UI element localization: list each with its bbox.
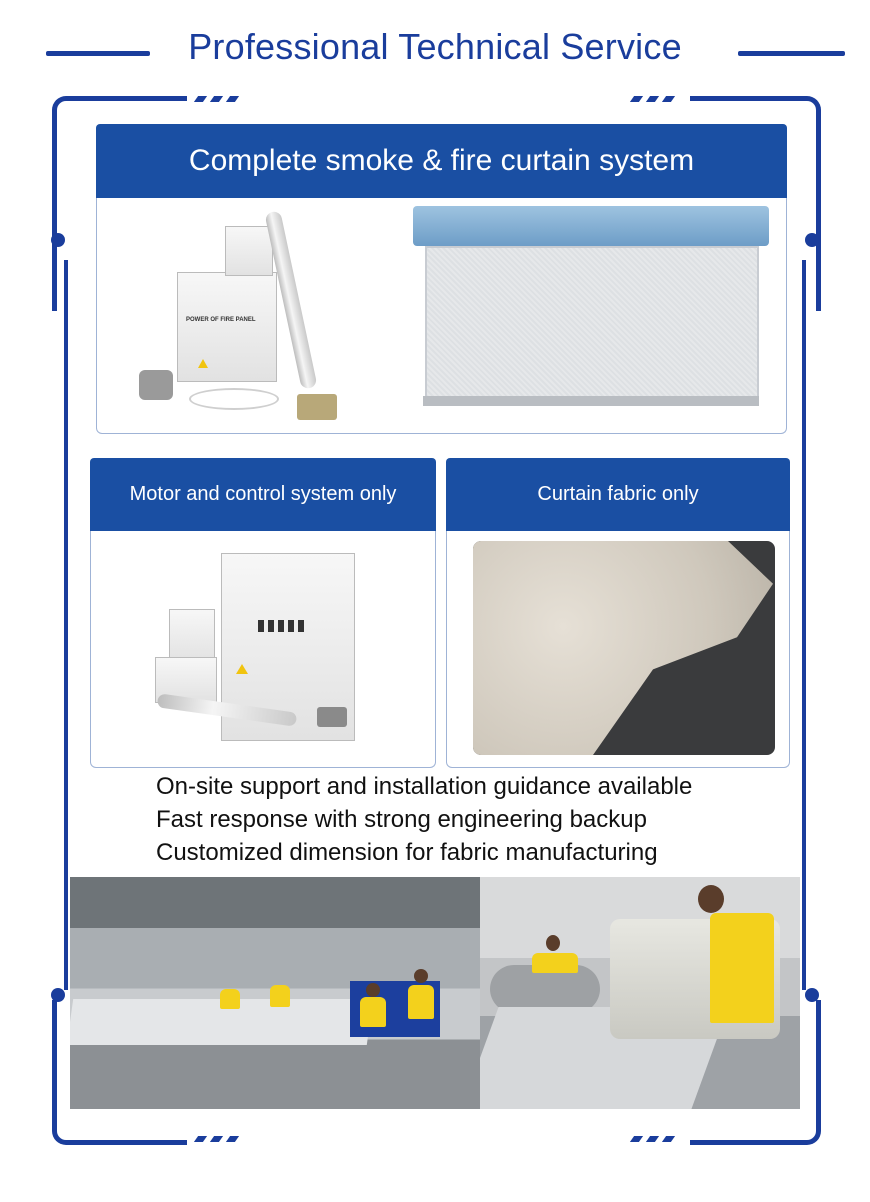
worker-head [698,885,724,913]
complete-system-title: Complete smoke & fire curtain system [188,144,695,177]
curtain-bottom-bar-image [423,396,759,406]
dash-br-3 [662,1136,675,1142]
motor-control-banner [90,458,436,531]
fire-panel-label: POWER OF FIRE PANEL [186,317,256,323]
motor-control-title: Motor and control system only [129,483,397,505]
frame-left-line [64,260,68,990]
header-rule-right [738,51,845,56]
feature-item: Customized dimension for fabric manufacturing [156,839,658,866]
worker-head [366,983,380,997]
curtain-fabric-panel [446,531,790,768]
curtain-fabric-banner [446,458,790,531]
warning-sign-icon [236,664,248,674]
feature-item: On-site support and installation guidance available [156,773,693,800]
factory-floor-photo [70,877,480,1109]
dash-bl-2 [210,1136,223,1142]
dash-bl-3 [226,1136,239,1142]
frame-dot-right-bottom [805,988,819,1002]
sewing-workshop-photo [480,877,800,1109]
dash-tl-1 [194,96,207,102]
worker-figure [710,913,774,1023]
dash-tr-2 [646,96,659,102]
dash-tl-3 [226,96,239,102]
dash-tl-2 [210,96,223,102]
dash-br-1 [630,1136,643,1142]
warning-sign-icon [198,359,208,368]
feature-list [156,770,796,869]
motor-bracket-image [297,394,337,420]
motor-bracket-image [317,707,347,727]
worker-head [546,935,560,951]
control-module-image [169,609,215,663]
frame-dot-left-bottom [51,988,65,1002]
motor-head-image [139,370,173,400]
curtain-fabric-title: Curtain fabric only [537,483,699,505]
worker-figure [270,985,290,1007]
dash-br-2 [646,1136,659,1142]
worker-figure [408,985,434,1019]
dash-bl-1 [194,1136,207,1142]
worker-figure [532,953,578,973]
frame-right-line [802,260,806,990]
worker-head [414,969,428,983]
page-title: Professional Technical Service [188,26,682,67]
cable-image [189,388,279,410]
fire-panel-box-image [177,272,277,382]
frame-dot-right-top [805,233,819,247]
motor-control-panel [90,531,436,768]
frame-dot-left-top [51,233,65,247]
complete-system-banner [96,124,787,198]
roller-headbox-image [413,206,769,246]
dash-tr-3 [662,96,675,102]
cabinet-buttons [258,620,306,632]
worker-figure [360,997,386,1027]
dash-tr-1 [630,96,643,102]
fire-curtain-image [425,246,759,402]
feature-item: Fast response with strong engineering backup [156,806,647,833]
worker-figure [220,989,240,1009]
control-module-image [225,226,273,276]
complete-system-panel [96,198,787,434]
